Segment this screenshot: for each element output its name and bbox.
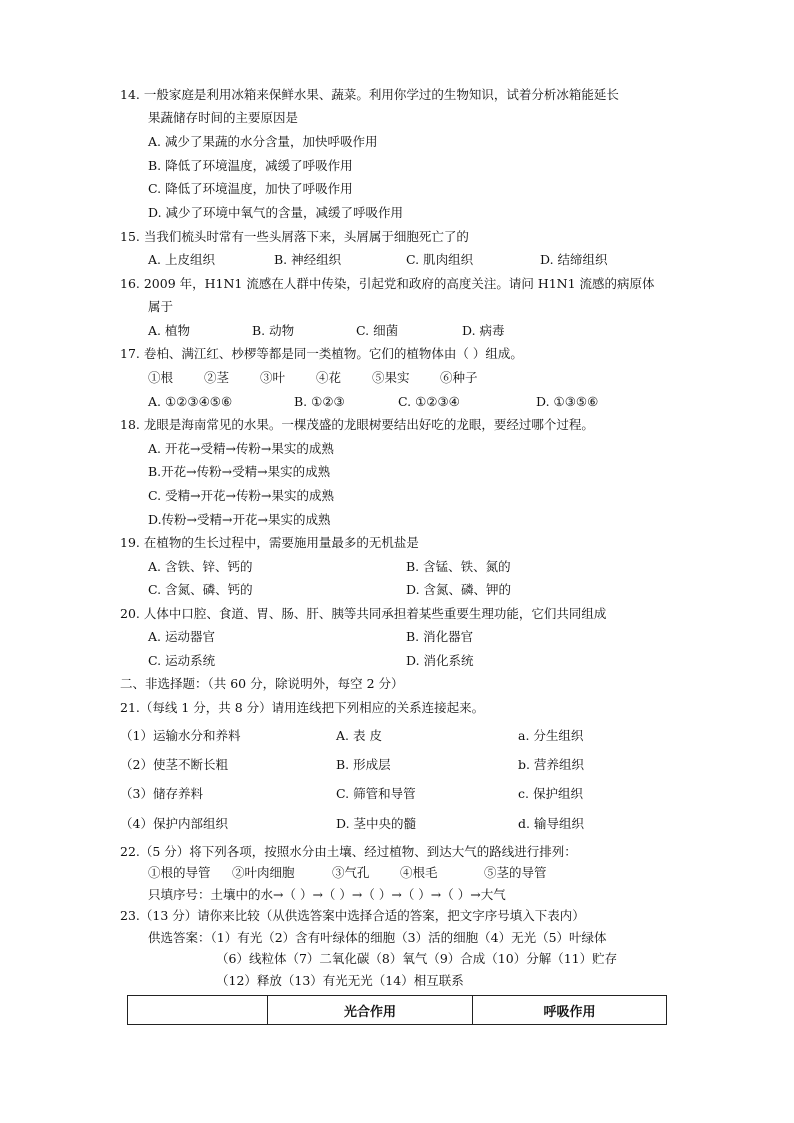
q20-option-b: B. 消化器官	[406, 629, 474, 644]
q19-option-c: C. 含氮、磷、钙的	[148, 582, 253, 597]
section-two-heading: 二、非选择题：（共 60 分，除说明外，每空 2 分）	[120, 676, 404, 691]
q21-right-b: b. 营养组织	[518, 757, 584, 772]
q19-option-d: D. 含氮、磷、钾的	[406, 582, 512, 597]
q18-option-a: A. 开花→受精→传粉→果实的成熟	[148, 441, 334, 456]
q15-option-d: D. 结缔组织	[540, 252, 608, 267]
q14-option-d: D. 减少了环境中氧气的含量，减缓了呼吸作用	[148, 205, 404, 220]
q17-item-4: ④花	[316, 370, 342, 385]
q14-option-a: A. 减少了果蔬的水分含量，加快呼吸作用	[148, 134, 378, 149]
q16-stem-line2: 属于	[148, 299, 174, 314]
q18-stem: 18. 龙眼是海南常见的水果。一棵茂盛的龙眼树要结出好吃的龙眼，要经过哪个过程。	[120, 417, 594, 432]
q19-option-b: B. 含锰、铁、氮的	[406, 559, 511, 574]
q16-option-d: D. 病毒	[462, 323, 505, 338]
q17-option-b: B. ①②③	[294, 394, 345, 409]
q17-option-d: D. ①③⑤⑥	[536, 394, 599, 409]
q22-item-3: ③气孔	[332, 865, 370, 880]
q23-choices-line3: （12）释放（13）有光无光（14）相互联系	[216, 973, 464, 988]
q20-stem: 20. 人体中口腔、食道、胃、肠、肝、胰等共同承担着某些重要生理功能，它们共同组成	[120, 606, 607, 621]
q14-option-c: C. 降低了环境温度，加快了呼吸作用	[148, 181, 353, 196]
q21-middle-b: B. 形成层	[336, 757, 391, 772]
q23-choices-line2: （6）线粒体（7）二氧化碳（8）氧气（9）合成（10）分解（11）贮存	[216, 951, 618, 966]
q21-stem: 21.（每线 1 分，共 8 分）请用连线把下列相应的关系连接起来。	[120, 700, 485, 715]
q14-option-b: B. 降低了环境温度，减缓了呼吸作用	[148, 158, 353, 173]
q17-option-c: C. ①②③④	[398, 394, 460, 409]
q17-item-6: ⑥种子	[440, 370, 478, 385]
q14-stem-line1: 14. 一般家庭是利用冰箱来保鲜水果、蔬菜。利用你学过的生物知识，试着分析冰箱能延长	[120, 87, 619, 102]
table-header-respiration: 呼吸作用	[473, 996, 667, 1025]
q21-left-3: （3）储存养料	[120, 786, 203, 801]
q23-stem: 23.（13 分）请你来比较（从供选答案中选择合适的答案，把文字序号填入下表内）	[120, 908, 585, 923]
q21-right-d: d. 输导组织	[518, 816, 584, 831]
q21-left-2: （2）使茎不断长粗	[120, 757, 228, 772]
q19-stem: 19. 在植物的生长过程中，需要施用量最多的无机盐是	[120, 535, 419, 550]
q16-option-a: A. 植物	[148, 323, 190, 338]
q15-option-a: A. 上皮组织	[148, 252, 215, 267]
q22-stem: 22.（5 分）将下列各项，按照水分由土壤、经过植物、到达大气的路线进行排列：	[120, 844, 577, 859]
q18-option-c: C. 受精→开花→传粉→果实的成熟	[148, 488, 334, 503]
q20-option-d: D. 消化系统	[406, 653, 474, 668]
q22-item-5: ⑤茎的导管	[484, 865, 547, 880]
q20-option-c: C. 运动系统	[148, 653, 216, 668]
q21-middle-a: A. 表 皮	[336, 728, 382, 743]
q23-choices-line1: 供选答案：（1）有光（2）含有叶绿体的细胞（3）活的细胞（4）无光（5）叶绿体	[148, 930, 607, 945]
q14-stem-line2: 果蔬储存时间的主要原因是	[148, 110, 299, 125]
q21-middle-d: D. 茎中央的髓	[336, 816, 417, 831]
q18-option-d: D.传粉→受精→开花→果实的成熟	[148, 512, 331, 527]
q23-comparison-table	[127, 995, 667, 1025]
q15-option-b: B. 神经组织	[274, 252, 342, 267]
q22-item-2: ②叶肉细胞	[232, 865, 295, 880]
q18-option-b: B.开花→传粉→受精→果实的成熟	[148, 464, 331, 479]
q22-answer-line: 只填序号：土壤中的水→（ ）→（ ）→（ ）→（ ）→（ ）→大气	[148, 887, 506, 902]
table-header-row	[128, 996, 667, 1025]
q15-option-c: C. 肌肉组织	[406, 252, 474, 267]
q17-item-1: ①根	[148, 370, 174, 385]
q17-stem: 17. 卷柏、满江红、杪椤等都是同一类植物。它们的植物体由（ ）组成。	[120, 346, 523, 361]
q20-option-a: A. 运动器官	[148, 629, 215, 644]
q21-right-c: c. 保护组织	[518, 786, 583, 801]
q17-option-a: A. ①②③④⑤⑥	[148, 394, 233, 409]
q22-item-4: ④根毛	[400, 865, 438, 880]
q17-item-5: ⑤果实	[372, 370, 410, 385]
q21-middle-c: C. 筛管和导管	[336, 786, 416, 801]
q22-item-1: ①根的导管	[148, 865, 211, 880]
q21-right-a: a. 分生组织	[518, 728, 584, 743]
q16-stem-line1: 16. 2009 年，H1N1 流感在人群中传染，引起党和政府的高度关注。请问 H1N1 流感的病原体	[120, 276, 655, 291]
q19-option-a: A. 含铁、锌、钙的	[148, 559, 253, 574]
table-header-photosynthesis: 光合作用	[268, 996, 473, 1025]
q17-item-3: ③叶	[260, 370, 286, 385]
q15-stem: 15. 当我们梳头时常有一些头屑落下来，头屑属于细胞死亡了的	[120, 229, 469, 244]
q17-item-2: ②茎	[204, 370, 230, 385]
q21-left-1: （1）运输水分和养料	[120, 728, 241, 743]
q16-option-c: C. 细菌	[356, 323, 399, 338]
q16-option-b: B. 动物	[252, 323, 295, 338]
table-header-blank	[128, 996, 268, 1025]
q21-left-4: （4）保护内部组织	[120, 816, 228, 831]
